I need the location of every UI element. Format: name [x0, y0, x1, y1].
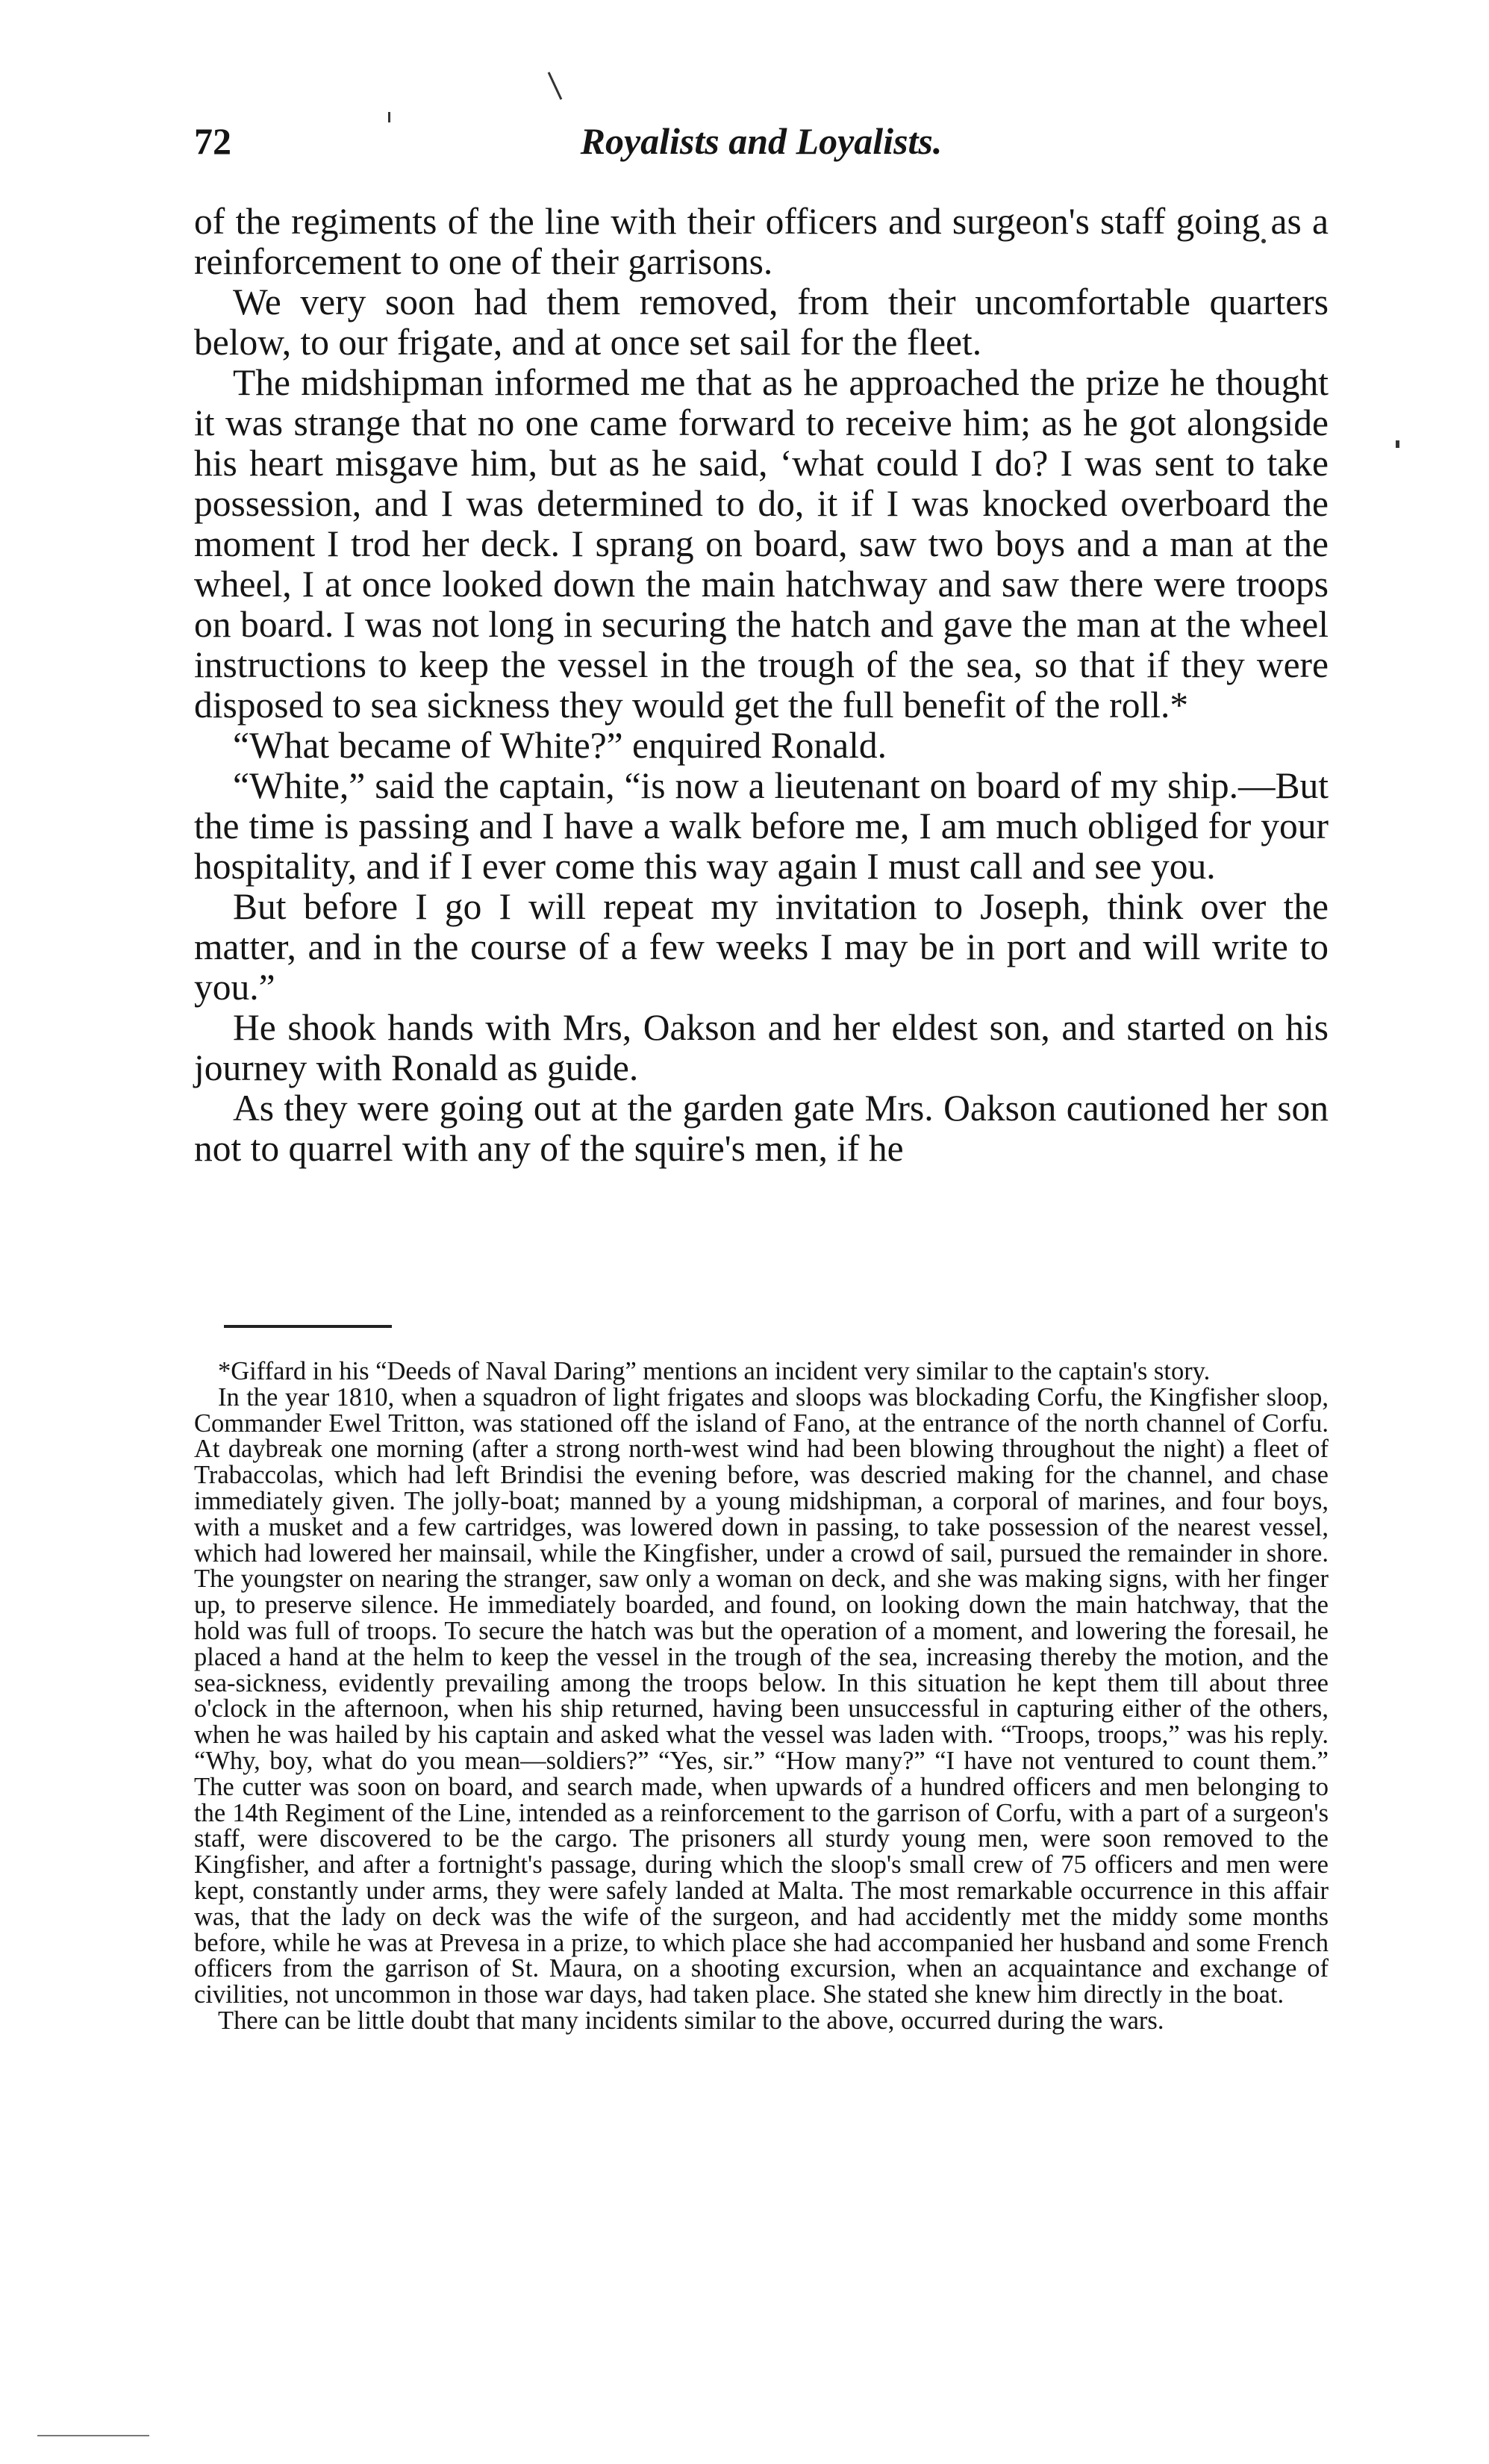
body-paragraph: “White,” said the captain, “is now a lieutenant on board of my ship.—But the time is passing and I have a walk before me, I am much obliged for your hospitality, and if I ever come this way again I must call and see you. [194, 765, 1329, 887]
print-speck [1396, 440, 1399, 448]
body-paragraph: As they were going out at the garden gate Mrs. Oakson cautioned her son not to quarrel with any of the squire's men, if he [194, 1088, 1329, 1169]
body-paragraph: “What became of White?” enquired Ronald. [233, 725, 887, 766]
footnotes [194, 1359, 1329, 2034]
page-number: 72 [194, 120, 231, 162]
footnote-paragraph: In the year 1810, when a squadron of light frigates and sloops was blockading Corfu, the Kingfisher sloop, Commander Ewel Tritton, was stationed off the island of Fano, at the entrance of the north channel of Corfu. At daybreak one morning (after a strong north-west wind had been blowing throughout the night) a fleet of Trabaccolas, which had left Brindisi the evening before, was descried making for the channel, and chase immediately given. The jolly-boat; manned by a young midshipman, a corporal of marines, and four boys, with a musket and a few cartridges, was lowered down in passing, to take possession of the nearest vessel, which had lowered her mainsail, while the Kingfisher, under a crowd of sail, pursued the remainder in shore. The youngster on nearing the stranger, saw only a woman on deck, and she was making signs, with her finger up, to preserve silence. He immediately boarded, and found, on looking down the main hatchway, that the hold was full of troops. To secure the hatch was but the operation of a moment, and lowering the foresail, he placed a hand at the helm to keep the vessel in the trough of the sea, increasing thereby the motion, and the sea-sickness, evidently prevailing among the troops below. In this situation he kept them till about three o'clock in the afternoon, when his ship returned, having been unsuccessful in capturing either of the others, when he was hailed by his captain and asked what the vessel was laden with. “Troops, troops,” was his reply. “Why, boy, what do you mean—soldiers?” “Yes, sir.” “How many?” “I have not ventured to count them.” The cutter was soon on board, and search made, when upwards of a hundred officers and men belonging to the 14th Regiment of the Line, intended as a reinforcement to the garrison of Corfu, with a part of a surgeon's staff, were discovered to be the cargo. The prisoners all sturdy young men, were soon removed to the Kingfisher, and after a fortnight's passage, during which the sloop's small crew of 75 officers and men were kept, constantly under arms, they were safely landed at Malta. The most remarkable occurrence in this affair was, that the lady on deck was the wife of the surgeon, and had accidently met the middy some months before, while he was at Prevesa in a prize, to which place she had accompanied her husband and some French officers from the garrison of St. Maura, on a shooting excursion, when an acquaintance and exchange of civilities, not uncommon in those war days, had taken place. She stated she knew him directly in the boat. [194, 1382, 1329, 2009]
footnote-paragraph: There can be little doubt that many incidents similar to the above, occurred during the wars. [218, 2006, 1164, 2035]
footnote-divider [224, 1325, 392, 1328]
print-speck [37, 2435, 149, 2436]
footnote-paragraph: *Giffard in his “Deeds of Naval Daring” mentions an incident very similar to the captain's story. [218, 1357, 1211, 1385]
main-text [194, 202, 1329, 1169]
running-title: Royalists and Loyalists. [580, 120, 943, 162]
print-speck [548, 72, 563, 100]
body-paragraph: But before I go I will repeat my invitation to Joseph, think over the matter, and in the course of a few weeks I may be in port and will write to you.” [194, 886, 1329, 1008]
body-paragraph: We very soon had them removed, from their uncomfortable quarters below, to our frigate, and at once set sail for the fleet. [194, 281, 1329, 363]
page-header [194, 119, 1329, 172]
body-paragraph: He shook hands with Mrs, Oakson and her eldest son, and started on his journey with Ronald as guide. [194, 1007, 1329, 1088]
body-paragraph: of the regiments of the line with their officers and surgeon's staff going as a reinforcement to one of their garrisons. [194, 201, 1329, 282]
body-paragraph: The midshipman informed me that as he approached the prize he thought it was strange that no one came forward to receive him; as he got alongside his heart misgave him, but as he said, ‘what could I do? I was sent to take possession, and I was determined to do, it if I was knocked overboard the moment I trod her deck. I sprang on board, saw two boys and a man at the wheel, I at once looked down the main hatchway and saw there were troops on board. I was not long in securing the hatch and gave the man at the wheel instructions to keep the vessel in the trough of the sea, so that if they were disposed to sea sickness they would get the full benefit of the roll.* [194, 362, 1329, 726]
